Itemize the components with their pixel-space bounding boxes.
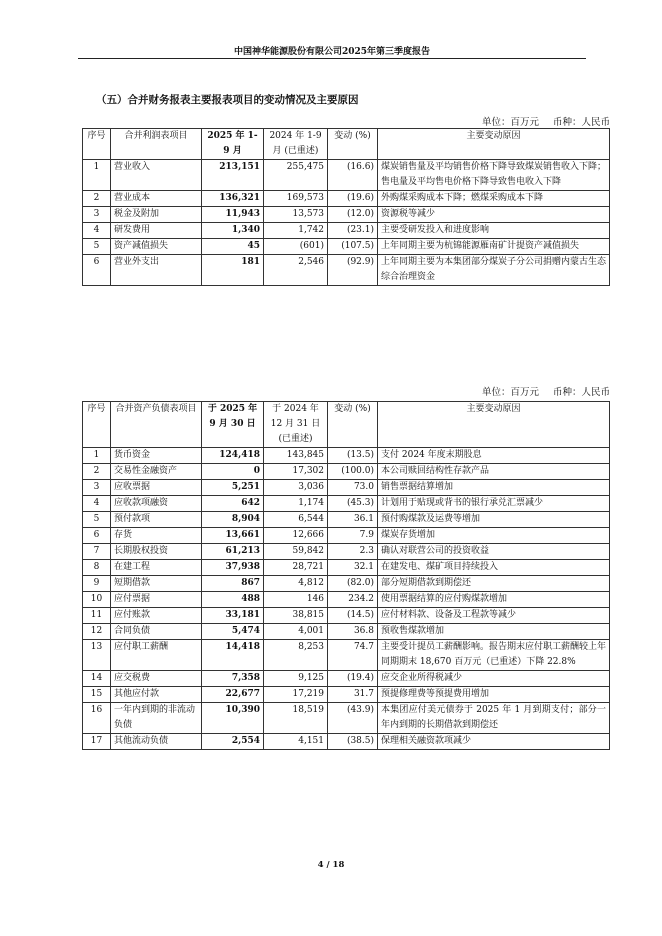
row-seq: 17 [83,734,111,750]
col-current-header: 于 2025 年 9 月 30 日 [202,402,264,448]
row-change: (92.9) [328,255,378,286]
currency-label: 币种：人民币 [552,387,610,398]
row-seq: 6 [83,255,111,286]
row-change: 2.3 [328,544,378,560]
row-reason: 煤炭存货增加 [378,528,610,544]
row-item: 应付票据 [111,592,202,608]
table-row [83,687,610,703]
row-change: 73.0 [328,480,378,496]
table-row [83,592,610,608]
row-reason: 预付购煤款及运费等增加 [378,512,610,528]
balance-table-body [83,448,610,750]
row-reason: 本集团应付美元债券于 2025 年 1 月到期支付；部分一年内到期的长期借款到期偿还 [378,703,610,734]
row-current-value: 14,418 [202,640,264,671]
row-current-value: 213,151 [202,160,264,191]
row-seq: 4 [83,223,111,239]
table-row [83,255,610,286]
row-current-value: 22,677 [202,687,264,703]
row-change: 36.8 [328,624,378,640]
col-item-header: 合并利润表项目 [111,129,202,160]
row-prior-value: 169,573 [264,191,328,207]
row-seq: 1 [83,448,111,464]
row-current-value: 2,554 [202,734,264,750]
col-reason-header: 主要变动原因 [378,129,610,160]
row-reason: 应交企业所得税减少 [378,671,610,687]
row-current-value: 33,181 [202,608,264,624]
row-item: 一年内到期的非流动负债 [111,703,202,734]
table-row [83,512,610,528]
row-change: (100.0) [328,464,378,480]
row-current-value: 5,251 [202,480,264,496]
row-prior-value: 12,666 [264,528,328,544]
row-prior-value: 59,842 [264,544,328,560]
row-prior-value: 28,721 [264,560,328,576]
row-seq: 16 [83,703,111,734]
row-item: 营业成本 [111,191,202,207]
row-current-value: 45 [202,239,264,255]
table-row [83,223,610,239]
row-reason: 上年同期主要为杭锦能源雁南矿计提资产减值损失 [378,239,610,255]
row-prior-value: 38,815 [264,608,328,624]
row-prior-value: 4,812 [264,576,328,592]
row-item: 应付职工薪酬 [111,640,202,671]
table-row [83,239,610,255]
row-seq: 11 [83,608,111,624]
row-change: (43.9) [328,703,378,734]
row-item: 其他应付款 [111,687,202,703]
row-reason: 本公司赎回结构性存款产品 [378,464,610,480]
row-prior-value: 6,544 [264,512,328,528]
row-change: (107.5) [328,239,378,255]
income-statement-table [82,128,610,286]
table-row [83,480,610,496]
row-current-value: 5,474 [202,624,264,640]
row-reason: 应付材料款、设备及工程款等减少 [378,608,610,624]
col-current-header: 2025 年 1-9 月 [202,129,264,160]
row-prior-value: (601) [264,239,328,255]
row-item: 应付账款 [111,608,202,624]
row-item: 交易性金融资产 [111,464,202,480]
row-prior-value: 4,001 [264,624,328,640]
row-item: 预付款项 [111,512,202,528]
row-seq: 7 [83,544,111,560]
row-prior-value: 1,742 [264,223,328,239]
row-current-value: 7,358 [202,671,264,687]
row-seq: 13 [83,640,111,671]
row-current-value: 11,943 [202,207,264,223]
row-reason: 主要受计提员工薪酬影响。报告期末应付职工薪酬较上年同期期末 18,670 百万元（已重述）下降 22.8% [378,640,610,671]
row-item: 货币资金 [111,448,202,464]
row-item: 合同负债 [111,624,202,640]
row-item: 应交税费 [111,671,202,687]
row-reason: 计划用于贴现或背书的银行承兑汇票减少 [378,496,610,512]
row-reason: 在建发电、煤矿项目持续投入 [378,560,610,576]
table-row [83,448,610,464]
row-prior-value: 4,151 [264,734,328,750]
row-change: (19.6) [328,191,378,207]
row-prior-value: 17,302 [264,464,328,480]
row-prior-value: 13,573 [264,207,328,223]
row-change: 31.7 [328,687,378,703]
row-change: (12.0) [328,207,378,223]
row-change: 36.1 [328,512,378,528]
row-current-value: 0 [202,464,264,480]
row-item: 营业收入 [111,160,202,191]
table-header-row [83,129,610,160]
row-current-value: 8,904 [202,512,264,528]
row-prior-value: 255,475 [264,160,328,191]
table-row [83,528,610,544]
row-item: 资产减值损失 [111,239,202,255]
table-row [83,560,610,576]
unit-label: 单位：百万元 [481,117,539,128]
row-prior-value: 143,845 [264,448,328,464]
col-seq-header: 序号 [83,402,111,448]
row-prior-value: 3,036 [264,480,328,496]
table-row [83,608,610,624]
row-reason: 主要受研发投入和进度影响 [378,223,610,239]
row-current-value: 13,661 [202,528,264,544]
row-item: 在建工程 [111,560,202,576]
col-change-header: 变动 (%) [328,402,378,448]
row-reason: 外购煤采购成本下降；燃煤采购成本下降 [378,191,610,207]
row-current-value: 867 [202,576,264,592]
row-reason: 保理相关融资款项减少 [378,734,610,750]
table-row [83,671,610,687]
row-item: 税金及附加 [111,207,202,223]
row-change: 32.1 [328,560,378,576]
row-current-value: 488 [202,592,264,608]
row-item: 长期股权投资 [111,544,202,560]
row-item: 研发费用 [111,223,202,239]
balance-sheet-table [82,401,610,750]
row-reason: 预提修理费等预提费用增加 [378,687,610,703]
unit-line-income [430,114,610,128]
table-row [83,703,610,734]
row-seq: 6 [83,528,111,544]
col-reason-header: 主要变动原因 [378,402,610,448]
report-header: 中国神华能源股份有限公司2025年第三季度报告 [233,47,431,57]
row-seq: 5 [83,239,111,255]
row-current-value: 642 [202,496,264,512]
row-change: 7.9 [328,528,378,544]
row-change: (13.5) [328,448,378,464]
row-change: (14.5) [328,608,378,624]
row-change: (82.0) [328,576,378,592]
row-change: (23.1) [328,223,378,239]
row-reason: 预收售煤款增加 [378,624,610,640]
row-item: 存货 [111,528,202,544]
row-change: (38.5) [328,734,378,750]
row-seq: 1 [83,160,111,191]
row-seq: 3 [83,207,111,223]
table-row [83,207,610,223]
table-row [83,734,610,750]
row-seq: 10 [83,592,111,608]
row-prior-value: 17,219 [264,687,328,703]
col-prior-header: 2024 年 1-9 月 (已重述) [264,129,328,160]
row-item: 应收款项融资 [111,496,202,512]
row-current-value: 136,321 [202,191,264,207]
col-change-header: 变动 (%) [328,129,378,160]
table-row [83,160,610,191]
table-row [83,464,610,480]
row-prior-value: 8,253 [264,640,328,671]
row-change: (16.6) [328,160,378,191]
row-prior-value: 9,125 [264,671,328,687]
row-current-value: 61,213 [202,544,264,560]
row-current-value: 124,418 [202,448,264,464]
row-reason: 资源税等减少 [378,207,610,223]
section-title: （五）合并财务报表主要报表项目的变动情况及主要原因 [96,94,359,106]
header-divider [78,58,586,59]
row-reason: 销售票据结算增加 [378,480,610,496]
row-reason: 煤炭销售量及平均销售价格下降导致煤炭销售收入下降；售电量及平均售电价格下降导致售电收入下降 [378,160,610,191]
row-seq: 2 [83,464,111,480]
page-number: 4 / 18 [317,860,345,870]
row-change: (45.3) [328,496,378,512]
table-row [83,496,610,512]
row-prior-value: 1,174 [264,496,328,512]
table-row [83,624,610,640]
unit-label: 单位：百万元 [481,387,539,398]
table-row [83,544,610,560]
row-reason: 上年同期主要为本集团部分煤炭子分公司捐赠内蒙古生态综合治理资金 [378,255,610,286]
row-current-value: 1,340 [202,223,264,239]
row-prior-value: 146 [264,592,328,608]
row-seq: 14 [83,671,111,687]
row-item: 应收票据 [111,480,202,496]
row-change: (19.4) [328,671,378,687]
income-table-body [83,160,610,286]
row-item: 其他流动负债 [111,734,202,750]
row-change: 74.7 [328,640,378,671]
row-item: 短期借款 [111,576,202,592]
row-seq: 12 [83,624,111,640]
col-item-header: 合并资产负债表项目 [111,402,202,448]
currency-label: 币种：人民币 [552,117,610,128]
row-reason: 确认对联营公司的投资收益 [378,544,610,560]
row-seq: 9 [83,576,111,592]
row-change: 234.2 [328,592,378,608]
col-prior-header: 于 2024 年 12 月 31 日 (已重述) [264,402,328,448]
table-row [83,191,610,207]
col-seq-header: 序号 [83,129,111,160]
row-current-value: 181 [202,255,264,286]
row-seq: 3 [83,480,111,496]
row-seq: 4 [83,496,111,512]
unit-line-balance [430,384,610,398]
row-seq: 15 [83,687,111,703]
row-seq: 2 [83,191,111,207]
row-current-value: 37,938 [202,560,264,576]
row-seq: 8 [83,560,111,576]
table-row [83,576,610,592]
row-reason: 部分短期借款到期偿还 [378,576,610,592]
row-current-value: 10,390 [202,703,264,734]
row-reason: 支付 2024 年度末期股息 [378,448,610,464]
row-prior-value: 2,546 [264,255,328,286]
row-prior-value: 18,519 [264,703,328,734]
row-seq: 5 [83,512,111,528]
row-item: 营业外支出 [111,255,202,286]
table-header-row [83,402,610,448]
table-row [83,640,610,671]
row-reason: 使用票据结算的应付购煤款增加 [378,592,610,608]
